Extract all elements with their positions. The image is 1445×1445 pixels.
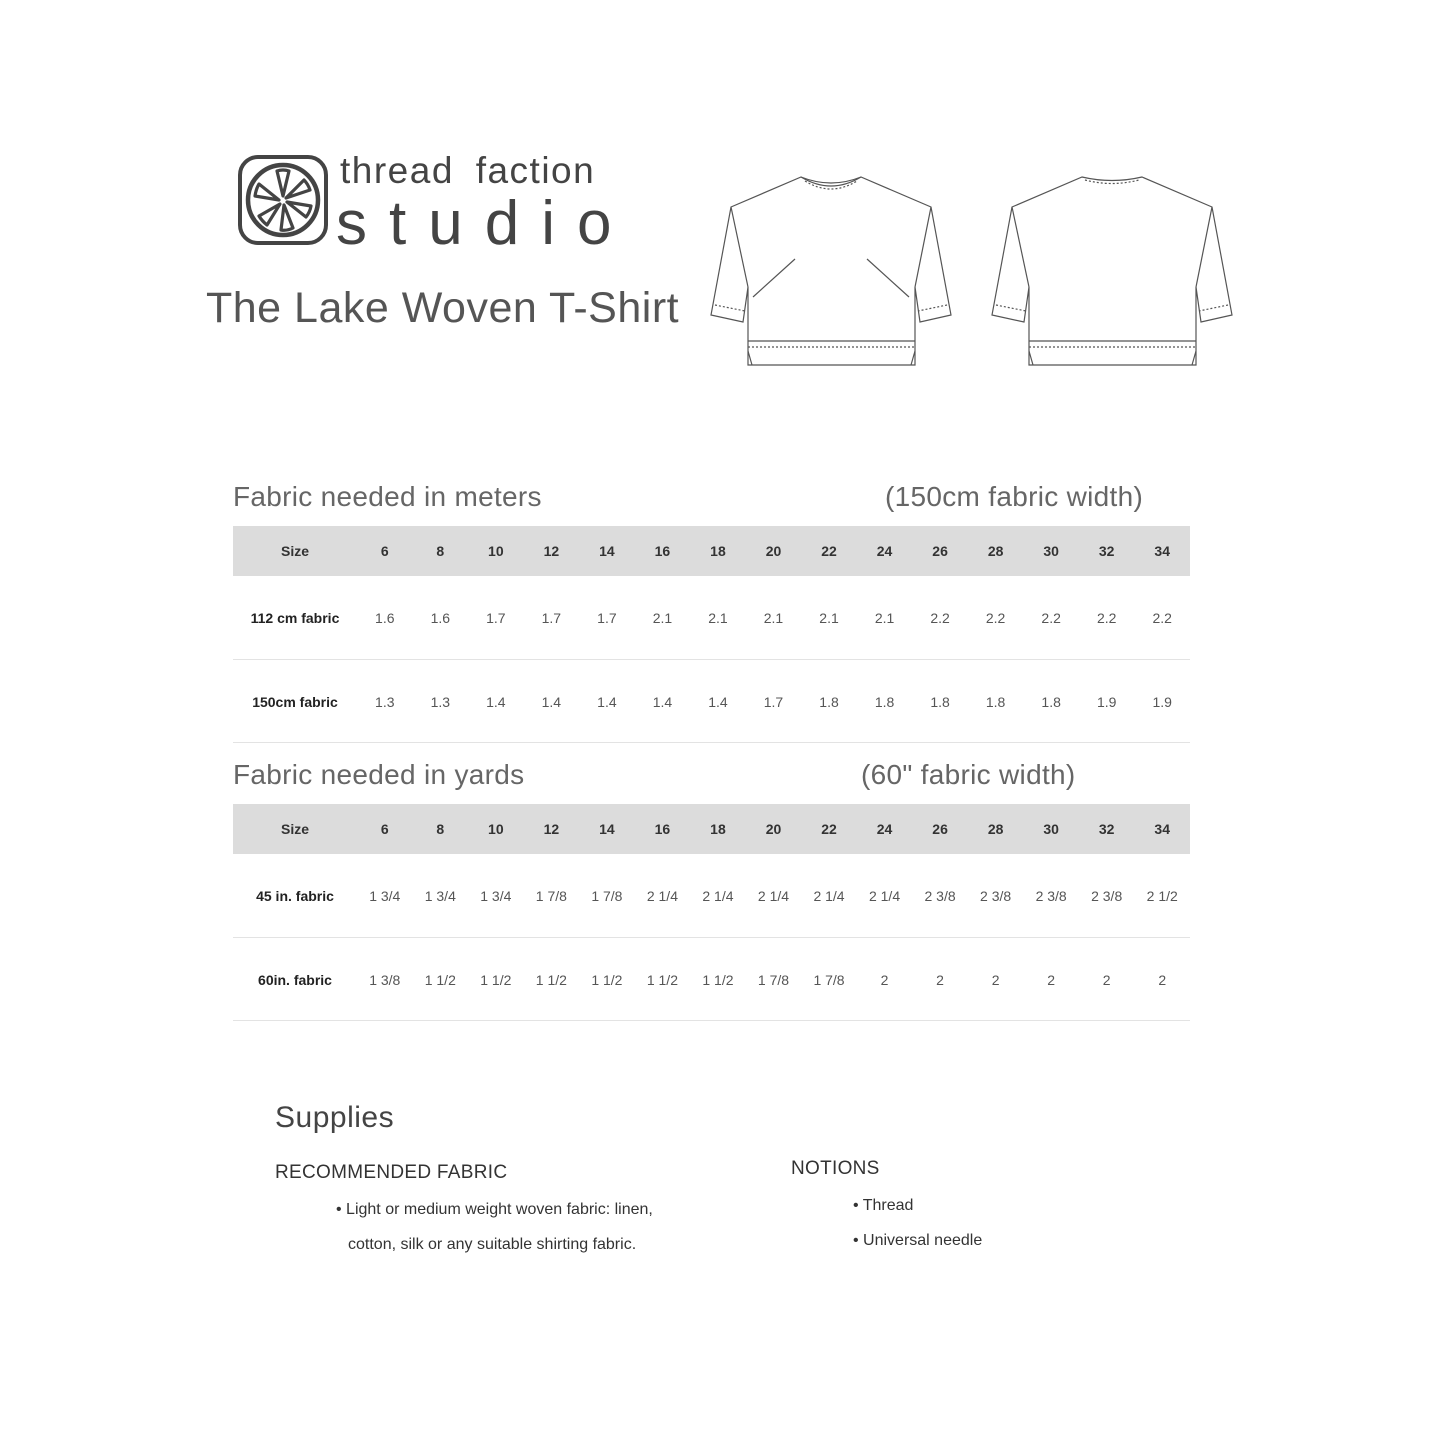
yardage-cell: 1.8: [930, 693, 950, 710]
size-column-header: 32: [1098, 821, 1115, 837]
size-column-header: 14: [599, 543, 615, 559]
yardage-cell: 1.8: [874, 693, 895, 710]
recommended-fabric-heading: RECOMMENDED FABRIC: [275, 1162, 508, 1183]
yardage-cell: 1.7: [597, 610, 617, 627]
size-header-label: Size: [280, 821, 309, 837]
yardage-cell: 1.9: [1152, 693, 1172, 710]
size-column-header: 26: [932, 821, 948, 837]
meters-heading: Fabric needed in meters: [233, 481, 542, 512]
yardage-cell: 1 7/8: [757, 971, 790, 988]
table-row: [233, 854, 1190, 937]
yardage-cell: 2 1/4: [646, 888, 678, 905]
yardage-cell: 1 3/8: [369, 971, 401, 988]
recommended-fabric-list: [336, 1192, 696, 1262]
table-header-row: [233, 526, 1190, 576]
notions-list: [853, 1188, 1153, 1258]
list-item: • Light or medium weight woven fabric: linen,: [336, 1201, 653, 1218]
yards-heading: Fabric needed in yards: [233, 759, 525, 790]
list-item: • Thread: [853, 1197, 914, 1214]
size-column-header: 24: [876, 821, 893, 837]
yardage-cell: 1.8: [985, 693, 1006, 710]
yardage-cell: 2 1/4: [702, 888, 734, 905]
tshirt-front-drawing: [705, 175, 957, 370]
yardage-cell: 2 3/8: [980, 888, 1012, 905]
size-column-header: 20: [765, 821, 782, 837]
yardage-cell: 1 1/2: [424, 971, 456, 988]
yardage-cell: 2: [991, 971, 1000, 988]
yardage-cell: 2 1/2: [1146, 888, 1178, 905]
size-column-header: 30: [1043, 821, 1059, 837]
size-column-header: 32: [1098, 543, 1115, 559]
size-column-header: 28: [987, 821, 1004, 837]
fabric-width-label: 150cm fabric: [252, 693, 338, 710]
yardage-cell: 1 1/2: [535, 971, 567, 988]
yardage-cell: 2.2: [930, 610, 950, 627]
supplies-title: Supplies: [275, 1101, 395, 1134]
yardage-cell: 1.4: [652, 693, 673, 710]
lemon-slice-logo-icon: [237, 154, 329, 246]
yardage-cell: 1 1/2: [702, 971, 734, 988]
yardage-cell: 1.9: [1096, 693, 1117, 710]
size-column-header: 8: [436, 821, 445, 837]
list-item: • Universal needle: [853, 1232, 983, 1249]
yardage-cell: 2.2: [985, 610, 1006, 627]
yardage-cell: 2.2: [1096, 610, 1117, 627]
yards-fabric-width-note: (60" fabric width): [861, 759, 1076, 790]
yardage-cell: 2 1/4: [813, 888, 845, 905]
yardage-cell: 2.1: [763, 610, 784, 627]
size-column-header: 30: [1043, 543, 1059, 559]
yardage-cell: 2 3/8: [1035, 888, 1067, 905]
size-column-header: 12: [543, 543, 560, 559]
yardage-cell: 2: [1047, 971, 1056, 988]
size-column-header: 18: [710, 543, 726, 559]
yardage-cell: 1.8: [1041, 693, 1061, 710]
yardage-cell: 1 3/4: [369, 888, 401, 905]
size-column-header: 10: [488, 543, 504, 559]
brand-name-line2: studio: [336, 189, 634, 258]
yardage-cell: 1.4: [708, 693, 728, 710]
size-column-header: 18: [710, 821, 726, 837]
table-header-row: [233, 804, 1190, 854]
list-item: cotton, silk or any suitable shirting fabric.: [348, 1236, 637, 1253]
yardage-cell: 2 3/8: [924, 888, 956, 905]
yardage-cell: 1.3: [430, 693, 451, 710]
fabric-width-label: 45 in. fabric: [256, 888, 334, 905]
yardage-cell: 1 1/2: [591, 971, 623, 988]
size-column-header: 20: [765, 543, 782, 559]
brand-name-line1: thread faction: [340, 150, 596, 191]
yardage-cell: 1.6: [375, 610, 395, 627]
yardage-cell: 2.1: [874, 610, 895, 627]
size-column-header: 16: [654, 543, 671, 559]
yardage-cell: 1 3/4: [424, 888, 456, 905]
yardage-cell: 1.4: [597, 693, 617, 710]
yardage-cell: 1 7/8: [535, 888, 567, 905]
yardage-cell: 2.1: [652, 610, 673, 627]
yardage-cell: 1.4: [486, 693, 506, 710]
size-column-header: 34: [1154, 543, 1170, 559]
size-column-header: 24: [876, 543, 893, 559]
yardage-cell: 2: [880, 971, 889, 988]
pattern-title: The Lake Woven T-Shirt: [206, 284, 680, 332]
yardage-cell: 1.7: [763, 693, 784, 710]
tshirt-back-drawing: [986, 175, 1238, 370]
yardage-cell: 2: [936, 971, 944, 988]
size-column-header: 22: [821, 543, 837, 559]
yardage-cell: 1.3: [375, 693, 395, 710]
size-column-header: 8: [436, 543, 445, 559]
yardage-cell: 1.6: [430, 610, 451, 627]
yardage-cell: 2 3/8: [1091, 888, 1123, 905]
fabric-width-label: 60in. fabric: [258, 971, 332, 988]
yardage-cell: 1.7: [486, 610, 506, 627]
yardage-cell: 2: [1102, 971, 1111, 988]
yardage-cell: 1.7: [541, 610, 562, 627]
yardage-cell: 1.4: [541, 693, 562, 710]
yardage-cell: 2.2: [1152, 610, 1172, 627]
size-column-header: 12: [543, 821, 560, 837]
yardage-cell: 1 7/8: [591, 888, 623, 905]
yardage-cell: 1 7/8: [813, 971, 845, 988]
table-row: [233, 659, 1190, 742]
meters-fabric-width-note: (150cm fabric width): [885, 481, 1144, 512]
yardage-cell: 2 1/4: [757, 888, 790, 905]
yardage-cell: 1.8: [819, 693, 839, 710]
size-column-header: 6: [380, 821, 389, 837]
yardage-cell: 2.2: [1041, 610, 1061, 627]
yardage-cell: 1 3/4: [480, 888, 512, 905]
notions-heading: NOTIONS: [791, 1158, 880, 1179]
yards-table: [233, 804, 1190, 1021]
meters-table: [233, 526, 1190, 743]
table-row: [233, 576, 1190, 659]
size-column-header: 16: [654, 821, 671, 837]
yardage-cell: 2.1: [708, 610, 728, 627]
size-column-header: 28: [987, 543, 1004, 559]
size-column-header: 14: [599, 821, 615, 837]
yardage-cell: 2.1: [819, 610, 839, 627]
size-column-header: 34: [1154, 821, 1170, 837]
fabric-width-label: 112 cm fabric: [250, 610, 340, 627]
yardage-cell: 1 1/2: [480, 971, 512, 988]
yardage-cell: 2 1/4: [868, 888, 901, 905]
yardage-cell: 1 1/2: [646, 971, 678, 988]
size-column-header: 26: [932, 543, 948, 559]
size-column-header: 22: [821, 821, 837, 837]
size-column-header: 6: [380, 543, 389, 559]
table-row: [233, 937, 1190, 1020]
size-column-header: 10: [488, 821, 504, 837]
size-header-label: Size: [280, 543, 309, 559]
yardage-cell: 2: [1158, 971, 1167, 988]
